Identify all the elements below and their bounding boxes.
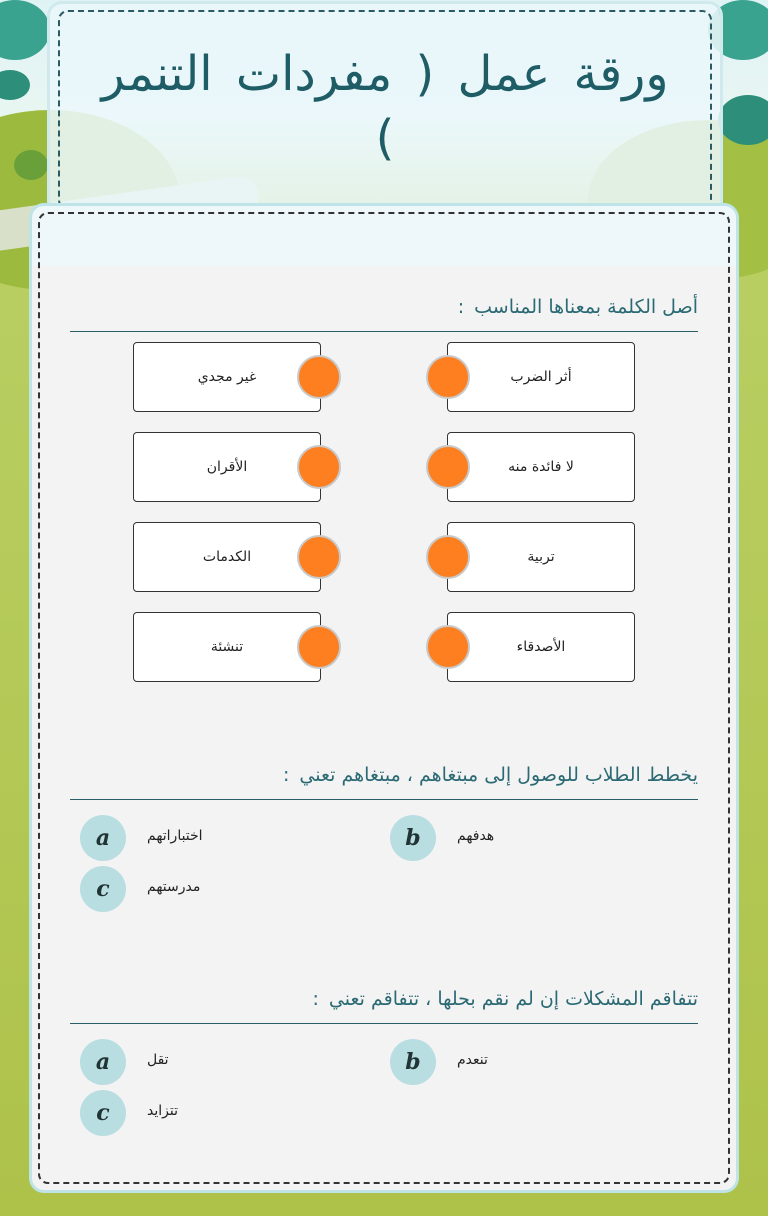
match-left-item[interactable]: غير مجدي bbox=[133, 342, 321, 412]
option-b-button[interactable]: b bbox=[390, 815, 436, 861]
question-1-colon: : bbox=[457, 296, 465, 318]
option-c-text[interactable]: تتزايد bbox=[147, 1103, 178, 1119]
worksheet-title: ورقة عمل ( مفردات التنمر ) bbox=[101, 46, 669, 166]
tree bbox=[0, 0, 50, 60]
match-connector-dot[interactable] bbox=[426, 445, 470, 489]
question-2-colon: : bbox=[283, 764, 290, 786]
option-a-text[interactable]: تقل bbox=[147, 1052, 169, 1068]
question-2-title bbox=[70, 764, 698, 786]
option-c-button[interactable]: c bbox=[80, 1090, 126, 1136]
question-1-divider bbox=[70, 331, 698, 332]
tree bbox=[0, 70, 30, 100]
match-connector-dot[interactable] bbox=[426, 355, 470, 399]
match-connector-dot[interactable] bbox=[426, 625, 470, 669]
match-right-item[interactable]: الأصدقاء bbox=[447, 612, 635, 682]
option-b-text[interactable]: هدفهم bbox=[457, 828, 495, 844]
bush bbox=[14, 150, 48, 180]
question-1-prompt: أصل الكلمة بمعناها المناسب bbox=[474, 296, 698, 318]
option-b-button[interactable]: b bbox=[390, 1039, 436, 1085]
match-right-item[interactable]: تربية bbox=[447, 522, 635, 592]
match-connector-dot[interactable] bbox=[297, 535, 341, 579]
question-3-colon: : bbox=[312, 988, 319, 1010]
question-1-title bbox=[70, 296, 698, 318]
question-3-divider bbox=[70, 1023, 698, 1024]
question-3-title bbox=[70, 988, 698, 1010]
match-connector-dot[interactable] bbox=[297, 445, 341, 489]
question-2-prompt: يخطط الطلاب للوصول إلى مبتغاهم ، مبتغاهم تعني bbox=[299, 764, 698, 786]
option-b-text[interactable]: تنعدم bbox=[457, 1052, 488, 1068]
match-left-item[interactable]: الكدمات bbox=[133, 522, 321, 592]
match-connector-dot[interactable] bbox=[297, 355, 341, 399]
option-a-button[interactable]: a bbox=[80, 1039, 126, 1085]
match-left-item[interactable]: تنشئة bbox=[133, 612, 321, 682]
option-c-text[interactable]: مدرستهم bbox=[147, 879, 201, 895]
match-right-item[interactable]: أثر الضرب bbox=[447, 342, 635, 412]
option-a-text[interactable]: اختباراتهم bbox=[147, 828, 203, 844]
match-left-item[interactable]: الأقران bbox=[133, 432, 321, 502]
match-connector-dot[interactable] bbox=[297, 625, 341, 669]
option-c-button[interactable]: c bbox=[80, 866, 126, 912]
match-connector-dot[interactable] bbox=[426, 535, 470, 579]
title-card bbox=[50, 4, 720, 214]
question-3-prompt: تتفاقم المشكلات إن لم نقم بحلها ، تتفاقم تعني bbox=[328, 988, 698, 1010]
question-2-divider bbox=[70, 799, 698, 800]
match-right-item[interactable]: لا فائدة منه bbox=[447, 432, 635, 502]
option-a-button[interactable]: a bbox=[80, 815, 126, 861]
